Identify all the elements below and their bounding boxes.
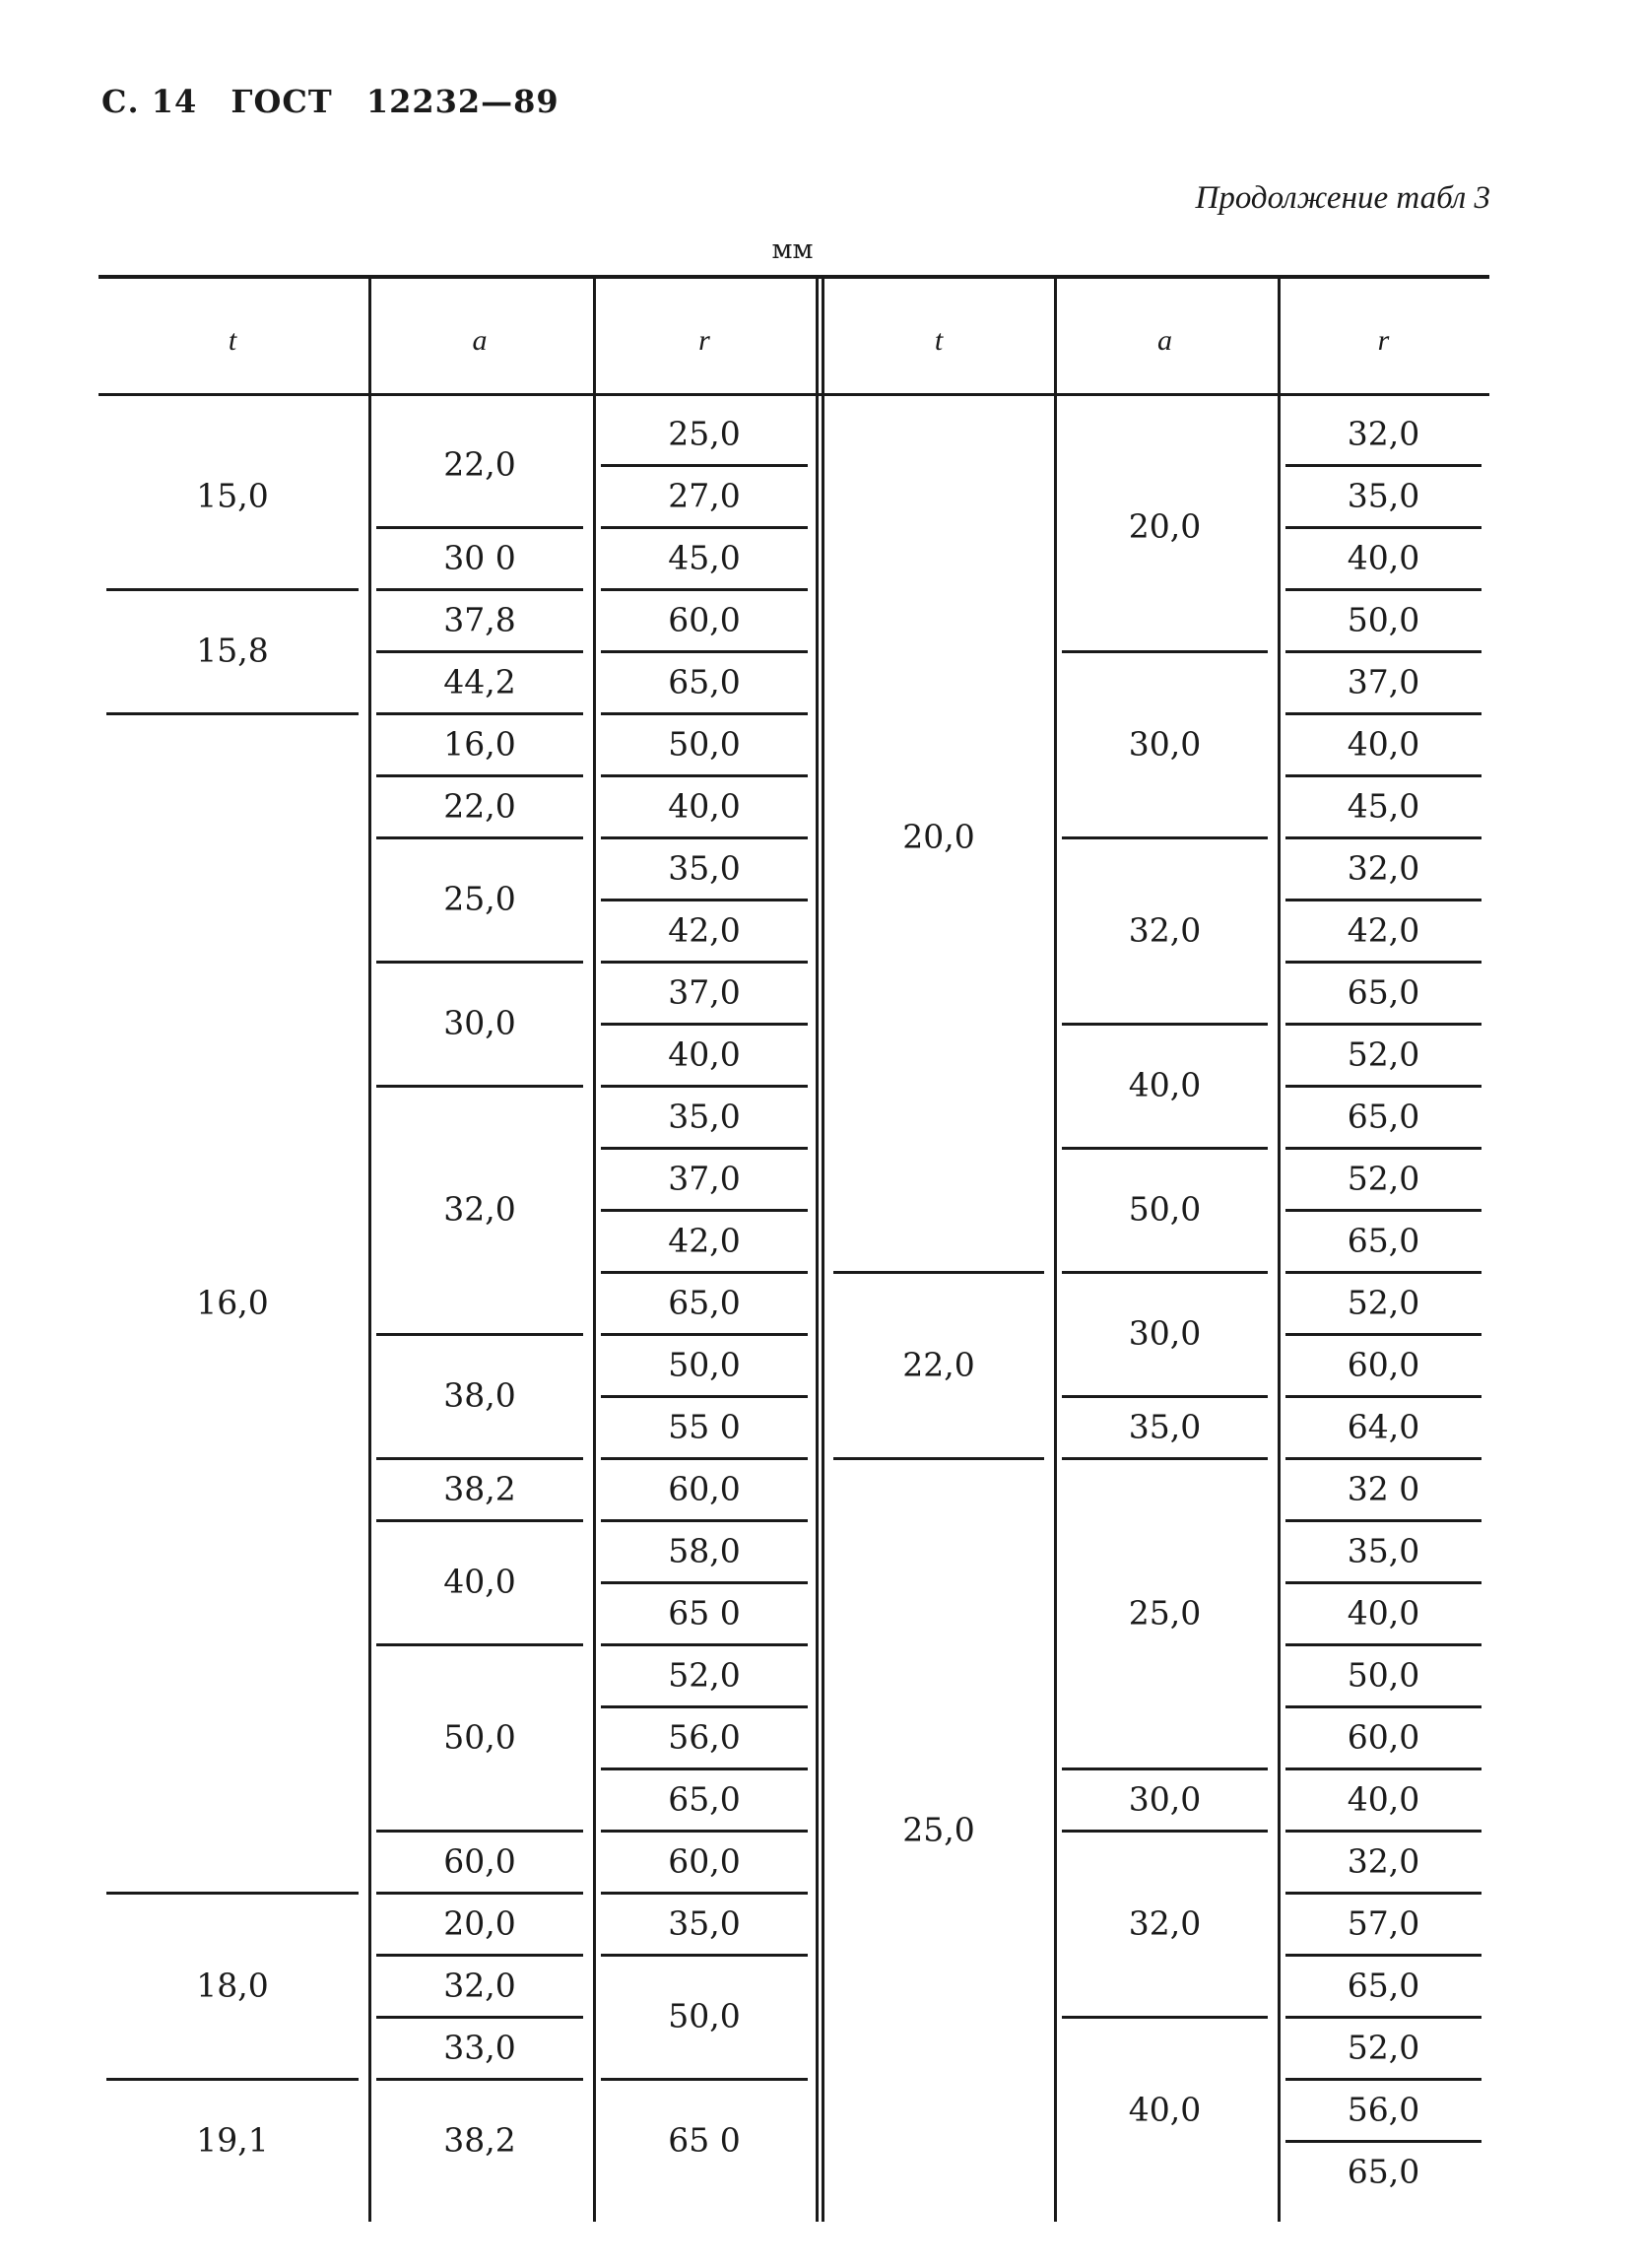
a2-rule [1062, 1147, 1268, 1150]
r2-cell: 50,0 [1347, 600, 1420, 638]
r2-cell: 35,0 [1347, 476, 1420, 514]
a1-rule [376, 1830, 583, 1833]
column-separator [816, 275, 819, 2222]
r2-rule [1285, 1643, 1481, 1646]
r1-rule [601, 1643, 808, 1646]
a1-rule [376, 961, 583, 964]
t2-cell: 22,0 [902, 1345, 975, 1383]
a2-cell: 32,0 [1128, 910, 1202, 949]
r2-rule [1285, 1519, 1481, 1522]
a1-cell: 32,0 [443, 1966, 516, 2004]
t1-cell: 18,0 [196, 1966, 269, 2004]
a1-cell: 38,2 [443, 1469, 516, 1507]
r1-rule [601, 1333, 808, 1336]
r2-rule [1285, 1147, 1481, 1150]
page-number: С. 14 [101, 83, 198, 120]
r2-rule [1285, 650, 1481, 653]
r1-rule [601, 1457, 808, 1460]
t2-rule [833, 1271, 1044, 1274]
r1-rule [601, 1209, 808, 1212]
a1-cell: 38,0 [443, 1375, 516, 1415]
t1-cell: 15,8 [196, 631, 269, 670]
r2-rule [1285, 1085, 1481, 1088]
column-separator [368, 275, 371, 2222]
column-separator [1278, 275, 1281, 2222]
column-header-a: a [1157, 324, 1172, 357]
a1-cell: 38,2 [443, 2120, 516, 2160]
a1-rule [376, 2078, 583, 2081]
r2-cell: 56,0 [1347, 2090, 1420, 2128]
a1-cell: 30,0 [443, 1003, 516, 1042]
a2-rule [1062, 1395, 1268, 1398]
unit-label: мм [771, 234, 814, 265]
r1-cell: 56,0 [668, 1717, 741, 1756]
header-bottom-rule [99, 393, 1489, 396]
r2-cell: 65,0 [1347, 1966, 1420, 2004]
r1-cell: 58,0 [668, 1531, 741, 1569]
a1-cell: 22,0 [443, 444, 516, 484]
column-header-r: r [698, 324, 710, 357]
a1-rule [376, 526, 583, 529]
a2-rule [1062, 1023, 1268, 1026]
r2-rule [1285, 1395, 1481, 1398]
t1-rule [106, 588, 359, 591]
a1-cell: 44,2 [443, 662, 516, 700]
standard-number: 12232—89 [365, 83, 560, 120]
r1-cell: 45,0 [668, 538, 741, 576]
a1-rule [376, 1457, 583, 1460]
r2-cell: 65,0 [1347, 1221, 1420, 1259]
r1-cell: 65,0 [668, 1283, 741, 1321]
r1-rule [601, 1581, 808, 1584]
r1-cell: 50,0 [668, 1996, 741, 2035]
t1-rule [106, 1892, 359, 1895]
r1-rule [601, 588, 808, 591]
r2-rule [1285, 1581, 1481, 1584]
r1-rule [601, 464, 808, 467]
r2-cell: 65,0 [1347, 2152, 1420, 2190]
r1-cell: 65,0 [668, 1779, 741, 1818]
a1-rule [376, 1085, 583, 1088]
r1-rule [601, 1395, 808, 1398]
column-separator [1054, 275, 1057, 2222]
r2-rule [1285, 899, 1481, 901]
t1-cell: 16,0 [196, 1283, 269, 1321]
a2-cell: 30,0 [1128, 1313, 1202, 1353]
r1-cell: 65 0 [668, 2120, 741, 2160]
r1-rule [601, 526, 808, 529]
r2-cell: 65,0 [1347, 972, 1420, 1011]
r1-cell: 37,0 [668, 972, 741, 1011]
r1-cell: 65 0 [668, 1593, 741, 1632]
r2-rule [1285, 712, 1481, 715]
r1-rule [601, 836, 808, 839]
a1-rule [376, 1519, 583, 1522]
r1-cell: 60,0 [668, 1469, 741, 1507]
r1-rule [601, 961, 808, 964]
a1-rule [376, 712, 583, 715]
table-top-rule [99, 275, 1489, 279]
r1-cell: 35,0 [668, 1097, 741, 1135]
r1-rule [601, 1271, 808, 1274]
a2-cell: 35,0 [1128, 1407, 1202, 1445]
r2-rule [1285, 1892, 1481, 1895]
r1-rule [601, 774, 808, 777]
r2-cell: 32,0 [1347, 1841, 1420, 1880]
r2-cell: 65,0 [1347, 1097, 1420, 1135]
r2-cell: 45,0 [1347, 786, 1420, 825]
r2-rule [1285, 1768, 1481, 1770]
r1-rule [601, 1954, 808, 1957]
r1-cell: 42,0 [668, 910, 741, 949]
t1-cell: 15,0 [196, 476, 269, 514]
r2-rule [1285, 1271, 1481, 1274]
r2-rule [1285, 2016, 1481, 2019]
r1-cell: 35,0 [668, 848, 741, 887]
a1-rule [376, 1892, 583, 1895]
r2-rule [1285, 464, 1481, 467]
r1-rule [601, 1519, 808, 1522]
t2-cell: 25,0 [902, 1810, 975, 1849]
a1-cell: 16,0 [443, 724, 516, 763]
r1-rule [601, 1085, 808, 1088]
a1-rule [376, 1643, 583, 1646]
a2-rule [1062, 1271, 1268, 1274]
t2-cell: 20,0 [902, 817, 975, 856]
a1-cell: 37,8 [443, 600, 516, 638]
r2-rule [1285, 1705, 1481, 1708]
r1-rule [601, 712, 808, 715]
a2-cell: 30,0 [1128, 724, 1202, 763]
r2-rule [1285, 1954, 1481, 1957]
column-separator [593, 275, 596, 2222]
r2-cell: 40,0 [1347, 1593, 1420, 1632]
r2-rule [1285, 2140, 1481, 2143]
a1-cell: 32,0 [443, 1189, 516, 1229]
r2-cell: 52,0 [1347, 1034, 1420, 1073]
r2-cell: 52,0 [1347, 1159, 1420, 1197]
r2-rule [1285, 1830, 1481, 1833]
r2-rule [1285, 1457, 1481, 1460]
r1-rule [601, 1768, 808, 1770]
r2-cell: 40,0 [1347, 724, 1420, 763]
a2-cell: 25,0 [1128, 1593, 1202, 1632]
r1-cell: 55 0 [668, 1407, 741, 1445]
r2-rule [1285, 1209, 1481, 1212]
a2-rule [1062, 1768, 1268, 1770]
column-header-t: t [228, 324, 237, 357]
r2-cell: 57,0 [1347, 1903, 1420, 1942]
r1-cell: 60,0 [668, 1841, 741, 1880]
a1-cell: 30 0 [443, 538, 516, 576]
r1-rule [601, 1023, 808, 1026]
r1-rule [601, 650, 808, 653]
r1-rule [601, 1830, 808, 1833]
r2-cell: 32,0 [1347, 414, 1420, 452]
r2-cell: 52,0 [1347, 1283, 1420, 1321]
r1-rule [601, 1705, 808, 1708]
a2-rule [1062, 1830, 1268, 1833]
r2-cell: 40,0 [1347, 538, 1420, 576]
r1-cell: 52,0 [668, 1655, 741, 1694]
r1-cell: 37,0 [668, 1159, 741, 1197]
a1-cell: 40,0 [443, 1562, 516, 1601]
a1-rule [376, 774, 583, 777]
r1-rule [601, 2078, 808, 2081]
r1-cell: 50,0 [668, 724, 741, 763]
r2-cell: 32,0 [1347, 848, 1420, 887]
t1-cell: 19,1 [196, 2120, 269, 2160]
a1-rule [376, 1333, 583, 1336]
r2-cell: 60,0 [1347, 1717, 1420, 1756]
a2-cell: 20,0 [1128, 506, 1202, 546]
a1-rule [376, 1954, 583, 1957]
r2-cell: 40,0 [1347, 1779, 1420, 1818]
a1-rule [376, 650, 583, 653]
a2-cell: 40,0 [1128, 2090, 1202, 2128]
r2-cell: 42,0 [1347, 910, 1420, 949]
r1-cell: 42,0 [668, 1221, 741, 1259]
t2-rule [833, 1457, 1044, 1460]
a2-cell: 30,0 [1128, 1779, 1202, 1818]
r2-cell: 50,0 [1347, 1655, 1420, 1694]
a1-cell: 33,0 [443, 2028, 516, 2066]
a2-rule [1062, 1457, 1268, 1460]
a1-rule [376, 588, 583, 591]
r1-cell: 65,0 [668, 662, 741, 700]
r1-cell: 50,0 [668, 1345, 741, 1383]
a1-rule [376, 836, 583, 839]
column-header-r: r [1377, 324, 1390, 357]
column-header-t: t [934, 324, 944, 357]
r1-rule [601, 1147, 808, 1150]
r1-cell: 27,0 [668, 476, 741, 514]
r2-cell: 52,0 [1347, 2028, 1420, 2066]
a2-cell: 50,0 [1128, 1189, 1202, 1229]
a1-cell: 20,0 [443, 1903, 516, 1942]
standard-label: ГОСТ [230, 83, 333, 120]
r1-rule [601, 899, 808, 901]
a2-rule [1062, 650, 1268, 653]
r1-cell: 60,0 [668, 600, 741, 638]
r2-rule [1285, 1023, 1481, 1026]
r2-rule [1285, 774, 1481, 777]
continuation-label: Продолжение табл 3 [1195, 180, 1490, 216]
r2-cell: 64,0 [1347, 1407, 1420, 1445]
a1-cell: 25,0 [443, 879, 516, 918]
r2-rule [1285, 526, 1481, 529]
a2-cell: 40,0 [1128, 1065, 1202, 1104]
r2-rule [1285, 961, 1481, 964]
a2-rule [1062, 2016, 1268, 2019]
a2-rule [1062, 836, 1268, 839]
t1-rule [106, 712, 359, 715]
r1-cell: 35,0 [668, 1903, 741, 1942]
t1-rule [106, 2078, 359, 2081]
r1-rule [601, 1892, 808, 1895]
r1-cell: 40,0 [668, 786, 741, 825]
r2-cell: 35,0 [1347, 1531, 1420, 1569]
r1-cell: 25,0 [668, 414, 741, 452]
a1-rule [376, 2016, 583, 2019]
a2-cell: 32,0 [1128, 1903, 1202, 1942]
a1-cell: 50,0 [443, 1717, 516, 1756]
r2-rule [1285, 2078, 1481, 2081]
r2-cell: 32 0 [1347, 1469, 1420, 1507]
r2-cell: 37,0 [1347, 662, 1420, 700]
r2-cell: 60,0 [1347, 1345, 1420, 1383]
a1-cell: 60,0 [443, 1841, 516, 1880]
double-separator [822, 275, 824, 2222]
column-header-a: a [472, 324, 488, 357]
r2-rule [1285, 588, 1481, 591]
r2-rule [1285, 836, 1481, 839]
r1-cell: 40,0 [668, 1034, 741, 1073]
r2-rule [1285, 1333, 1481, 1336]
a1-cell: 22,0 [443, 786, 516, 825]
